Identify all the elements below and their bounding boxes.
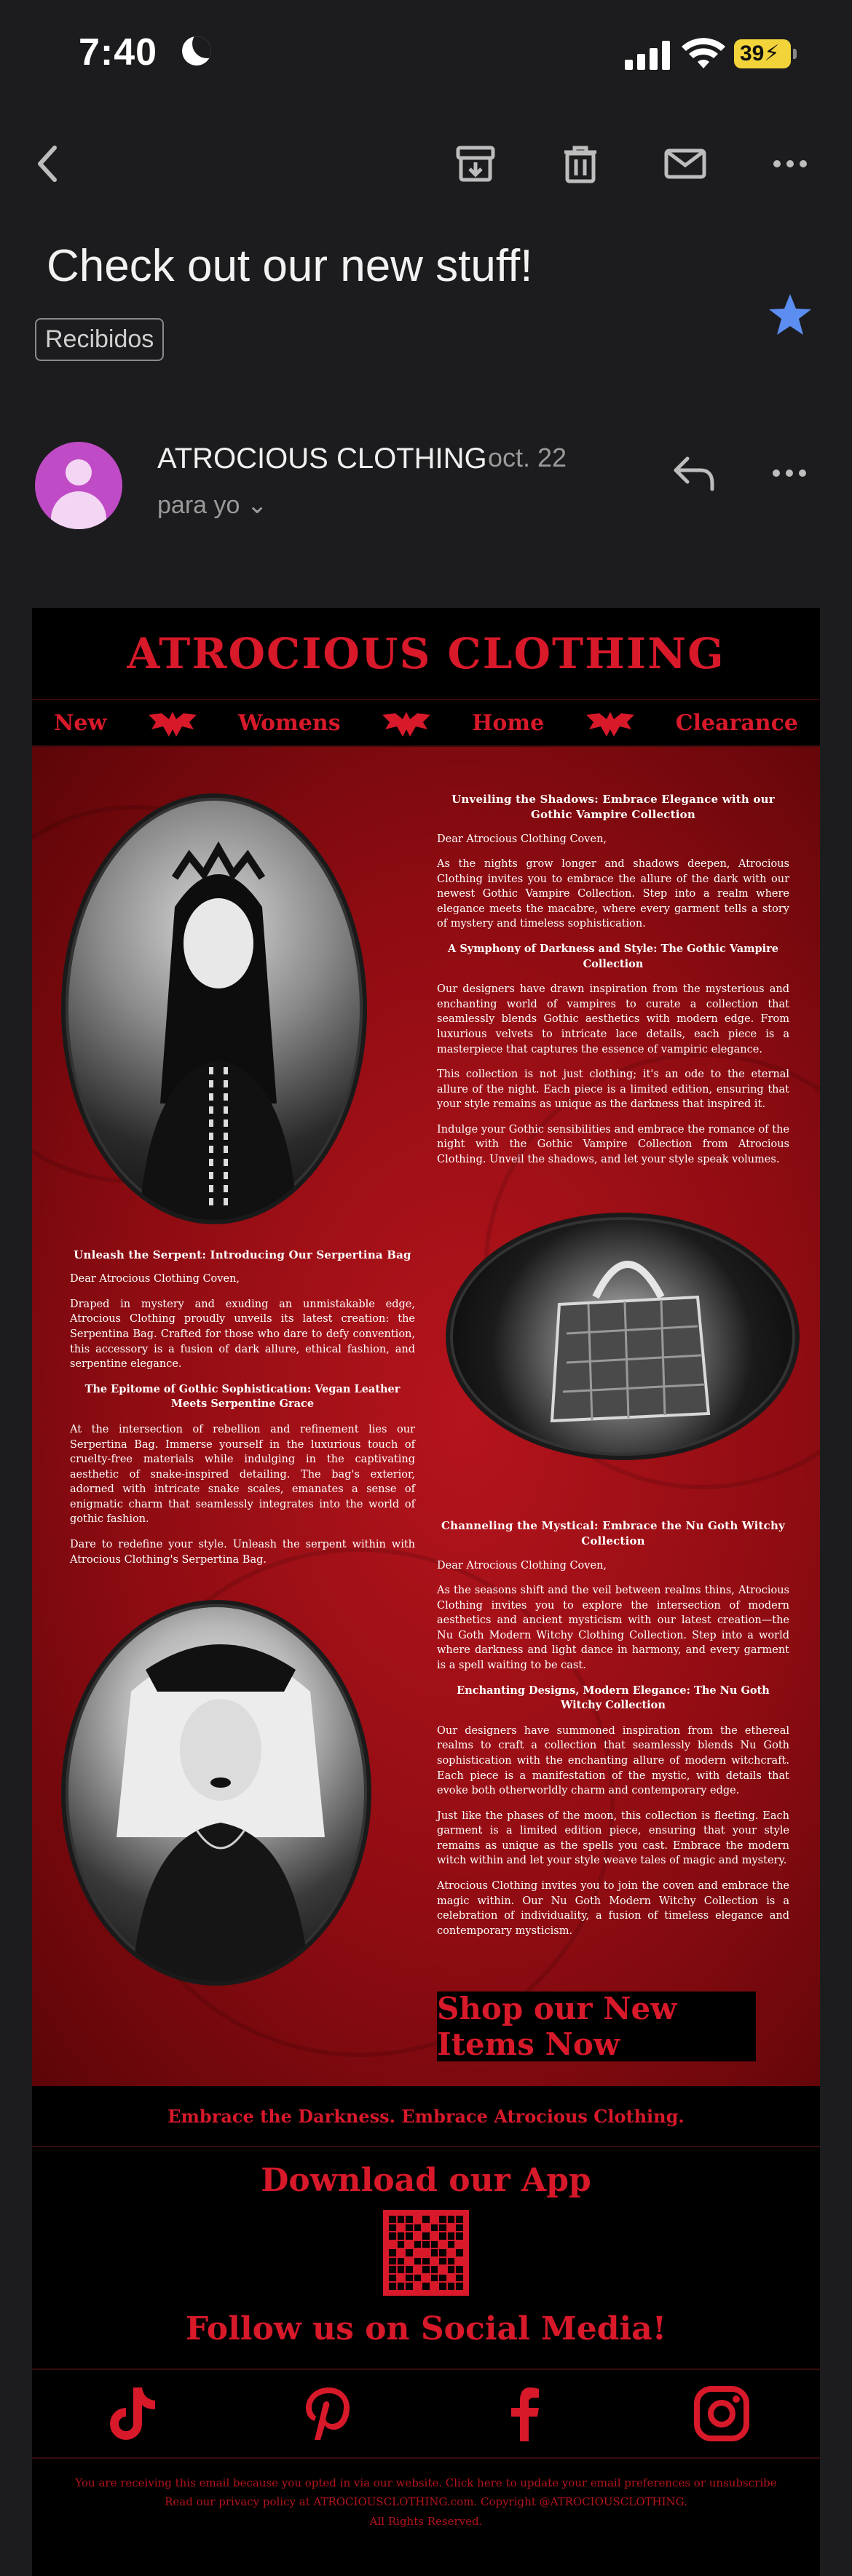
do-not-disturb-moon-icon bbox=[182, 36, 211, 66]
mark-unread-button[interactable] bbox=[660, 138, 711, 189]
pinterest-icon[interactable] bbox=[297, 2383, 358, 2444]
tagline: Embrace the Darkness. Embrace Atrocious Clothing. bbox=[32, 2086, 820, 2147]
vampire-paragraph: This collection is not just clothing; it's an ode to the eternal allure of the night. Each piece is a limited edition, ensuring that your style remains as unique as the darkness that inspired it. bbox=[437, 1069, 789, 1111]
email-body bbox=[32, 608, 820, 2576]
witchy-title: Channeling the Mystical: Embrace the Nu Goth Witchy Collection bbox=[441, 1519, 786, 1548]
mail-toolbar bbox=[0, 131, 852, 197]
bat-icon bbox=[381, 705, 432, 741]
witchy-subtitle: Enchanting Designs, Modern Elegance: The Nu Goth Witchy Collection bbox=[457, 1684, 770, 1712]
chevron-left-icon bbox=[27, 142, 71, 186]
vampire-paragraph: Indulge your Gothic sensibilities and embrace the romance of the night with the Gothic Vampire Collection from Atrocious Clothing. Unveil the shadows, and let your style speak volumes. bbox=[437, 1123, 789, 1165]
nu-goth-witchy-model-image[interactable] bbox=[61, 1600, 371, 1986]
recipient-toggle[interactable]: para yo ⌄ bbox=[157, 491, 268, 519]
witchy-paragraph: Atrocious Clothing invites you to join the coven and embrace the magic within. Our Nu Goth Modern Witchy Collection is a celebration of individuality, a fusion of timeless elegance and contemporary mysticism. bbox=[437, 1880, 789, 1937]
star-icon[interactable] bbox=[766, 291, 814, 339]
vampire-title: Unveiling the Shadows: Embrace Elegance with our Gothic Vampire Collection bbox=[451, 793, 775, 822]
back-button[interactable] bbox=[23, 138, 74, 189]
nav-womens-link[interactable]: Womens bbox=[237, 710, 341, 736]
cellular-signal-icon bbox=[625, 41, 671, 70]
brand-logo[interactable]: ATROCIOUS CLOTHING bbox=[127, 628, 725, 678]
more-options-button[interactable] bbox=[765, 138, 816, 189]
serpent-greeting: Dear Atrocious Clothing Coven, bbox=[70, 1273, 240, 1285]
promo-section bbox=[32, 747, 820, 2086]
archive-icon bbox=[454, 142, 497, 186]
vampire-paragraph: Our designers have drawn inspiration from the mysterious and enchanting world of vampires to curate a collection that seamlessly blends Gothic aesthetics with modern edge. From luxurious velvets to intricate lace details, each piece is a masterpiece that captures the essence of vampiric elegance. bbox=[437, 983, 789, 1055]
nav-clearance-link[interactable]: Clearance bbox=[675, 710, 798, 736]
nav-home-link[interactable]: Home bbox=[472, 710, 545, 736]
status-bar bbox=[0, 0, 852, 109]
instagram-icon[interactable] bbox=[691, 2383, 752, 2444]
bat-icon bbox=[585, 705, 636, 741]
delete-button[interactable] bbox=[555, 138, 606, 189]
shop-new-items-button[interactable]: Shop our New Items Now bbox=[437, 1992, 756, 2061]
vampire-greeting: Dear Atrocious Clothing Coven, bbox=[437, 833, 607, 845]
battery-indicator: 39⚡ bbox=[734, 39, 791, 68]
facebook-icon[interactable] bbox=[494, 2383, 555, 2444]
vampire-subtitle: A Symphony of Darkness and Style: The Gothic Vampire Collection bbox=[448, 943, 778, 970]
email-nav bbox=[32, 699, 820, 747]
privacy-policy-link[interactable]: Read our privacy policy at ATROCIOUSCLOTHING.com. Copyright @ATROCIOUSCLOTHING. bbox=[165, 2495, 687, 2509]
envelope-icon bbox=[663, 142, 707, 186]
bat-icon bbox=[147, 705, 198, 741]
sender-name[interactable]: ATROCIOUS CLOTHING bbox=[157, 443, 487, 475]
vampire-paragraph: As the nights grow longer and shadows deepen, Atrocious Clothing invites you to embrace the allure of the dark with our newest Gothic Vampire Collection. Step into a realm where elegance meets the macabre, where every garment tells a story of mystery and timeless sophistication. bbox=[437, 858, 789, 930]
rights-text: All Rights Reserved. bbox=[369, 2514, 483, 2528]
witchy-paragraph: Just like the phases of the moon, this collection is fleeting. Each garment is a limited edition piece, ensuring that your style remains as unique as the spells you cast. Embrace the modern witch within and let your style weave tales of magic and mystery. bbox=[437, 1810, 789, 1867]
serpent-title: Unleash the Serpent: Introducing Our Serpertina Bag bbox=[74, 1248, 411, 1261]
sent-date: oct. 22 bbox=[488, 443, 567, 472]
app-qr-code[interactable] bbox=[383, 2210, 469, 2296]
wifi-icon bbox=[682, 38, 725, 70]
witchy-collection-text bbox=[437, 1518, 789, 1949]
more-dots-icon bbox=[768, 142, 812, 186]
follow-social-heading: Follow us on Social Media! bbox=[32, 2296, 820, 2370]
serpent-subtitle: The Epitome of Gothic Sophistication: Vegan Leather Meets Serpentine Grace bbox=[84, 1382, 401, 1411]
witchy-paragraph: Our designers have summoned inspiration from the ethereal realms to craft a collection that seamlessly blends Nu Goth sophistication with the enchanting allure of modern witchcraft. Each piece is a manifestation of the mystic, with details that evoke both otherworldly charm and contemporary edge. bbox=[437, 1724, 789, 1797]
serpent-paragraph: Dare to redefine your style. Unleash the serpent within with Atrocious Clothing's Serpertina Bag. bbox=[70, 1538, 415, 1566]
sender-row bbox=[0, 437, 852, 539]
tiktok-icon[interactable] bbox=[100, 2383, 161, 2444]
reply-icon[interactable] bbox=[670, 451, 718, 495]
archive-button[interactable] bbox=[450, 138, 501, 189]
unsubscribe-link[interactable]: You are receiving this email because you opted in via our website. Click here to update your email preferences or unsubscribe bbox=[75, 2476, 777, 2489]
inbox-label-chip[interactable]: Recibidos bbox=[35, 318, 164, 361]
serpentina-bag-image[interactable] bbox=[446, 1213, 800, 1460]
nav-new-link[interactable]: New bbox=[54, 710, 107, 736]
vampire-collection-text bbox=[437, 792, 789, 1178]
status-time: 7:40 bbox=[79, 31, 158, 74]
serpentina-bag-text bbox=[70, 1248, 415, 1577]
witchy-greeting: Dear Atrocious Clothing Coven, bbox=[437, 1559, 607, 1572]
serpent-paragraph: At the intersection of rebellion and refinement lies our Serpertina Bag. Immerse yourself in the luxurious touch of cruelty-free materials while indulging in the captivating aesthetic of snake-inspired detailing. The bag's exterior, adorned with intricate snake scales, emanates a sense of enigmatic charm that seamlessly integrates into the world of gothic fashion. bbox=[70, 1423, 415, 1526]
social-links bbox=[32, 2370, 820, 2459]
gothic-vampire-model-image[interactable] bbox=[61, 793, 367, 1224]
serpent-paragraph: Draped in mystery and exuding an unmistakable edge, Atrocious Clothing proudly unveils its latest creation: the Serpentina Bag. Crafted for those who dare to defy convention, this accessory is a fusion of dark allure, ethical fashion, and serpentine elegance. bbox=[70, 1298, 415, 1371]
legal-footer bbox=[32, 2459, 820, 2531]
more-dots-icon[interactable] bbox=[768, 451, 811, 495]
trash-icon bbox=[559, 142, 602, 186]
avatar[interactable] bbox=[35, 442, 122, 529]
email-subject: Check out our new stuff! bbox=[47, 241, 533, 291]
download-app-heading: Download our App bbox=[261, 2162, 591, 2199]
witchy-paragraph: As the seasons shift and the veil between realms thins, Atrocious Clothing invites you to explore the intersection of modern aesthetics and ancient mysticism with our latest creation—the Nu Goth Modern Witchy Clothing Collection. Step into a world where darkness and light dance in harmony, and every garment is a spell waiting to be cast. bbox=[437, 1585, 789, 1672]
